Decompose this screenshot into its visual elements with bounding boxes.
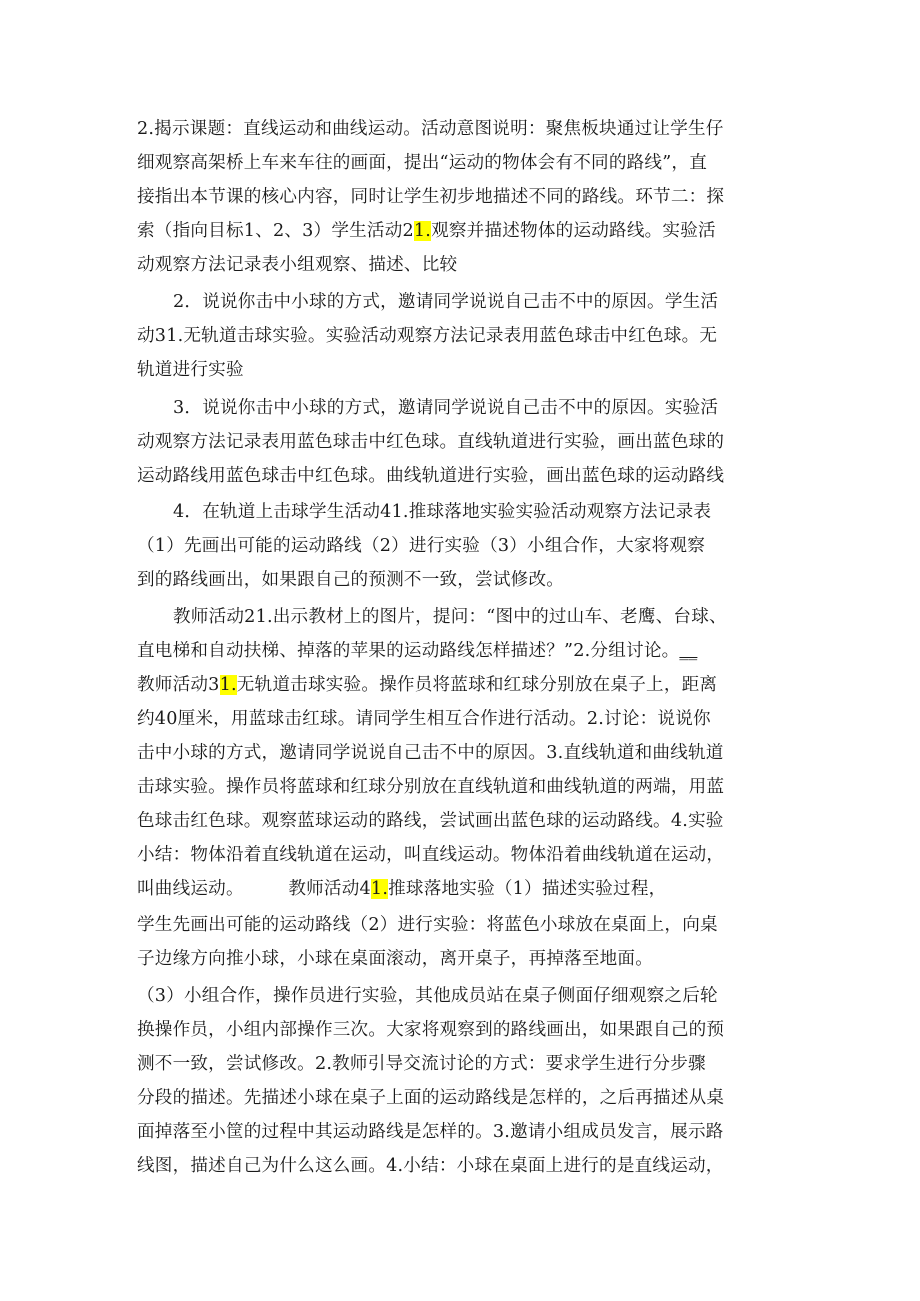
text-line: 约40厘米，用蓝球击红球。请同学生相互合作进行活动。2.讨论：说说你 <box>137 709 711 729</box>
text-line: 教师活动21.出示教材上的图片，提问：“图中的过山车、老鹰、台球、 <box>173 607 727 627</box>
text-line: 换操作员，小组内部操作三次。大家将观察到的路线画出，如果跟自己的预 <box>137 1020 725 1040</box>
text-line: 小结：物体沿着直线轨道在运动，叫直线运动。物体沿着曲线轨道在运动， <box>137 845 725 865</box>
text-line: 分段的描述。先描述小球在桌子上面的运动路线是怎样的，之后再描述从桌 <box>137 1088 725 1108</box>
highlight-mark: 1. <box>219 675 237 695</box>
highlight-mark: 1. <box>370 879 389 899</box>
text-line: 面掉落至小筐的过程中其运动路线是怎样的。3.邀请小组成员发言，展示路 <box>137 1122 724 1142</box>
text-line: 动31.无轨道击球实验。实验活动观察方法记录表用蓝色球击中红色球。无 <box>137 326 718 346</box>
text-line: 色球击红色球。观察蓝球运动的路线，尝试画出蓝色球的运动路线。4.实验 <box>137 811 724 831</box>
text-line: 测不一致，尝试修改。2.教师引导交流讨论的方式：要求学生进行分步骤 <box>137 1054 706 1074</box>
text-line: （3）小组合作，操作员进行实验，其他成员站在桌子侧面仔细观察之后轮 <box>137 986 718 1006</box>
text-line: 直电梯和自动扶梯、掉落的苹果的运动路线怎样描述？”2.分组讨论。__ <box>137 641 698 661</box>
text-line: 细观察高架桥上车来车往的画面，提出“运动的物体会有不同的路线”，直 <box>137 153 707 173</box>
text-line: 叫曲线运动。 教师活动41.推球落地实验（1）描述实验过程， <box>137 879 667 899</box>
text-line: 学生先画出可能的运动路线（2）进行实验：将蓝色小球放在桌面上，向桌 <box>137 915 718 935</box>
text-line: 接指出本节课的核心内容，同时让学生初步地描述不同的路线。环节二：探 <box>137 187 725 207</box>
text-line: 动观察方法记录表用蓝色球击中红色球。直线轨道进行实验，画出蓝色球的 <box>137 432 725 452</box>
text-line: （1）先画出可能的运动路线（2）进行实验（3）小组合作，大家将观察 <box>137 536 705 556</box>
text-line: 到的路线画出，如果跟自己的预测不一致，尝试修改。 <box>137 570 565 590</box>
text-line: 2．说说你击中小球的方式，邀请同学说说自己击不中的原因。学生活 <box>173 292 719 312</box>
text-line: 3．说说你击中小球的方式，邀请同学说说自己击不中的原因。实验活 <box>173 398 719 418</box>
text-line: 4．在轨道上击球学生活动41.推球落地实验实验活动观察方法记录表 <box>173 502 712 522</box>
text-line: 线图，描述自己为什么这么画。4.小结：小球在桌面上进行的是直线运动， <box>137 1156 724 1176</box>
text-line: 2.揭示课题：直线运动和曲线运动。活动意图说明：聚焦板块通过让学生仔 <box>137 119 724 139</box>
text-line: 教师活动31.无轨道击球实验。操作员将蓝球和红球分别放在桌子上，距离 <box>137 675 718 695</box>
text-line: 击中小球的方式，邀请同学说说自己击不中的原因。3.直线轨道和曲线轨道 <box>137 743 724 763</box>
text-line: 运动路线用蓝色球击中红色球。曲线轨道进行实验，画出蓝色球的运动路线 <box>137 466 725 486</box>
highlight-mark: 1. <box>413 221 432 241</box>
text-line: 索（指向目标1、2、3）学生活动21.观察并描述物体的运动路线。实验活 <box>137 221 716 241</box>
text-line: 击球实验。操作员将蓝球和红球分别放在直线轨道和曲线轨道的两端，用蓝 <box>137 777 725 797</box>
text-line: 轨道进行实验 <box>137 360 244 380</box>
underline-blank: __ <box>679 641 698 661</box>
text-line: 动观察方法记录表小组观察、描述、比较 <box>137 255 458 275</box>
text-line: 子边缘方向推小球，小球在桌面滚动，离开桌子，再掉落至地面。 <box>137 949 654 969</box>
